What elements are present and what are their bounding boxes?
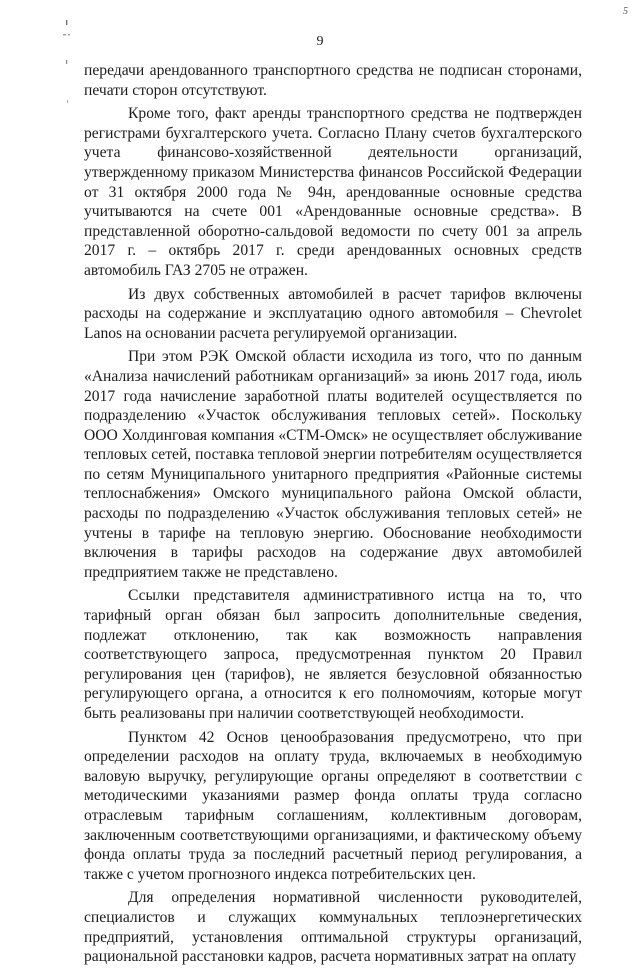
page-number: 9: [316, 34, 324, 49]
paragraph: Из двух собственных автомобилей в расчет тарифов включены расходы на содержание и эксплуатацию одного автомобиля – Chevrolet Lanos на основании расчета регулируемой организации.: [84, 285, 582, 342]
paragraph: При этом РЭК Омской области исходила из того, что по данным «Анализа начислений работникам организаций» за июнь 2017 года, июль 2017 года начисление заработной платы водителей осуществляется по подразделению «Участок обслуживания тепловых сетей». Поскольку ООО Холдинговая компания «СТМ-Омск» не осуществляет обслуживание тепловых сетей, поставка тепловой энергии потребителям осуществляется по сетям Муниципального унитарного предприятия «Районные системы теплоснабжения» Омского муниципального района Омской области, расходы по подразделению «Участок обслуживания тепловых сетей» не учтены в тарифе на тепловую энергию. Обоснование необходимости включения в тарифы расходов на содержание двух автомобилей предприятием также не представлено.: [84, 348, 582, 581]
paragraph: Ссылки представителя административного истца на то, что тарифный орган обязан был запросить дополнительные сведения, подлежат отклонению, так как возможность направления соответствующего запроса, предусмотренная пунктом 20 Правил регулирования цен (тарифов), не является безусловной обязанностью регулирующего органа, а относится к его полномочиям, которые могут быть реализованы при наличии соответствующей необходимости.: [84, 587, 582, 722]
paragraph: Для определения нормативной численности руководителей, специалистов и служащих коммунальных теплоэнергетических предприятий, установления оптимальной структуры организаций, рациональной расстановки кадров, расчета нормативных затрат на оплату: [84, 889, 582, 966]
document-body: [84, 61, 582, 971]
paragraph-continued: передачи арендованного транспортного средства не подписан сторонами, печати сторон отсутствуют.: [84, 62, 582, 99]
paragraph: Кроме того, факт аренды транспортного средства не подтвержден регистрами бухгалтерского учета. Согласно Плану счетов бухгалтерского учета финансово-хозяйственной деятельности организаций, утвержденному приказом Министерства финансов Российской Федерации от 31 октября 2000 года № 94н, арендованные основные средства учитываются на счете 001 «Арендованные основные средства». В представленной оборотно-сальдовой ведомости по счету 001 за апрель 2017 г. – октябрь 2017 г. среди арендованных основных средств автомобиль ГАЗ 2705 не отражен.: [84, 105, 582, 279]
paragraph: Пунктом 42 Основ ценообразования предусмотрено, что при определении расходов на оплату труда, включаемых в необходимую валовую выручку, регулирующие органы определяют в соответствии с методическими указаниями размер фонда оплаты труда согласно отраслевым тарифным соглашениям, коллективным договорам, заключенным соответствующими организациями, и фактическому объему фонда оплаты труда за последний расчетный период регулирования, а также с учетом прогнозного индекса потребительских цен.: [84, 728, 582, 883]
corner-handwritten-mark: 5: [623, 6, 628, 17]
